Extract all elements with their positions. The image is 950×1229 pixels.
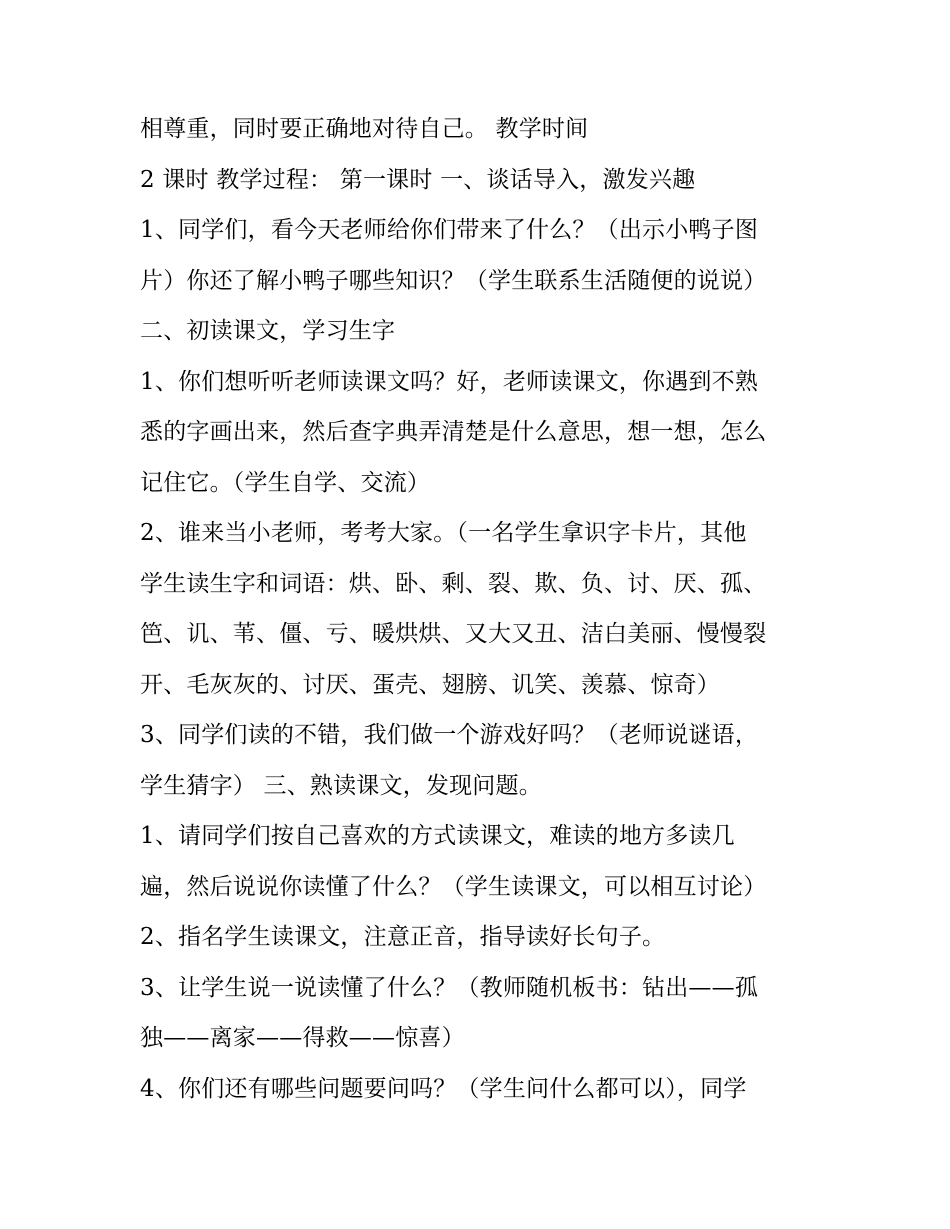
text-line: 4、你们还有哪些问题要问吗？（学生问什么都可以），同学 bbox=[140, 1075, 747, 1102]
text-line: 1、你们想听听老师读课文吗？好，老师读课文，你遇到不熟 bbox=[140, 368, 759, 395]
text-line: 1、请同学们按自己喜欢的方式读课文，难读的地方多读几 bbox=[140, 823, 735, 849]
text-line: 记住它。（学生自学、交流） bbox=[140, 469, 431, 496]
text-line: 3、让学生说一说读懂了什么？（教师随机板书：钻出——孤 bbox=[140, 974, 759, 1001]
text-line: 2、指名学生读课文，注意正音，指导读好长句子。 bbox=[140, 924, 666, 950]
text-line: 二、初读课文，学习生字 bbox=[140, 318, 396, 344]
text-line: 笆、讥、苇、僵、亏、暖烘烘、又大又丑、洁白美丽、慢慢裂 bbox=[140, 621, 767, 647]
document-body bbox=[140, 104, 830, 1114]
text-line: 2、谁来当小老师，考考大家。（一名学生拿识字卡片，其他 bbox=[140, 520, 747, 546]
text-line: 遍，然后说说你读懂了什么？（学生读课文，可以相互讨论） bbox=[140, 873, 767, 900]
text-line: 1、同学们，看今天老师给你们带来了什么？（出示小鸭子图 bbox=[140, 217, 759, 243]
text-line: 悉的字画出来，然后查字典弄清楚是什么意思，想一想，怎么 bbox=[140, 419, 767, 445]
text-line: 独——离家——得救——惊喜） bbox=[140, 1025, 465, 1051]
text-line: 相尊重，同时要正确地对待自己。 教学时间 bbox=[140, 116, 589, 142]
text-line: 开、毛灰灰的、讨厌、蛋壳、翅膀、讥笑、羡慕、惊奇） bbox=[140, 671, 720, 698]
text-line: 学生读生字和词语：烘、卧、剩、裂、欺、负、讨、厌、孤、 bbox=[140, 570, 767, 597]
text-line: 3、同学们读的不错，我们做一个游戏好吗？（老师说谜语， bbox=[140, 722, 759, 748]
text-line: 2 课时 教学过程： 第一课时 一、谈话导入，激发兴趣 bbox=[140, 166, 696, 193]
text-line: 片）你还了解小鸭子哪些知识？（学生联系生活随便的说说） bbox=[140, 267, 767, 294]
text-line: 学生猜字） 三、熟读课文，发现问题。 bbox=[140, 772, 542, 799]
